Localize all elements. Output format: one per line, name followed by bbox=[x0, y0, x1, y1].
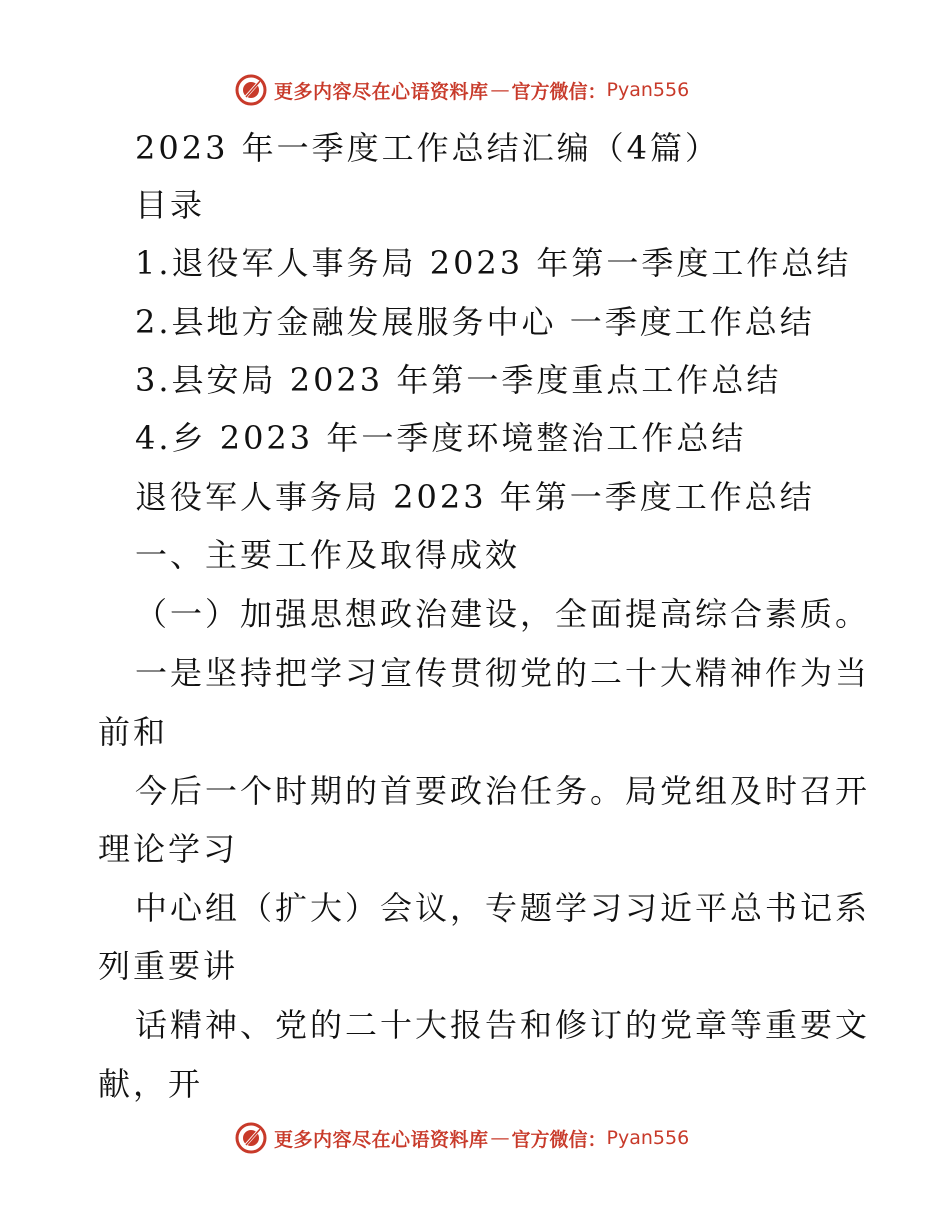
footer-watermark bbox=[0, 1120, 950, 1160]
watermark-official-text: 官方微信： bbox=[511, 80, 607, 103]
paragraph-line: 前和 bbox=[98, 713, 169, 751]
paragraph-line: 今后一个时期的首要政治任务。局党组及时召开 bbox=[135, 772, 871, 810]
section-heading: 一、主要工作及取得成效 bbox=[135, 536, 521, 574]
toc-heading: 目录 bbox=[135, 186, 206, 224]
watermark-wechat-id: Pyan556 bbox=[606, 1127, 690, 1149]
toc-item: 1.退役军人事务局 2023 年第一季度工作总结 bbox=[135, 244, 852, 282]
section-title: 退役军人事务局 2023 年第一季度工作总结 bbox=[135, 478, 815, 516]
toc-item: 4.乡 2023 年一季度环境整治工作总结 bbox=[135, 419, 747, 457]
toc-item: 2.县地方金融发展服务中心 一季度工作总结 bbox=[135, 303, 815, 341]
logo-icon bbox=[234, 73, 268, 107]
watermark-dash: — bbox=[490, 79, 510, 101]
logo-icon bbox=[234, 1121, 268, 1155]
paragraph-line: 献，开 bbox=[98, 1065, 204, 1103]
toc-item: 3.县安局 2023 年第一季度重点工作总结 bbox=[135, 361, 782, 399]
paragraph-line: 话精神、党的二十大报告和修订的党章等重要文 bbox=[135, 1006, 871, 1044]
watermark-site-text: 更多内容尽在心语资料库 bbox=[274, 80, 489, 103]
watermark-wechat-id: Pyan556 bbox=[606, 79, 690, 101]
section-subheading: （一）加强思想政治建设，全面提高综合素质。 bbox=[135, 595, 871, 633]
header-watermark bbox=[0, 72, 950, 112]
paragraph-line: 中心组（扩大）会议，专题学习习近平总书记系 bbox=[135, 889, 871, 927]
watermark-site-text: 更多内容尽在心语资料库 bbox=[274, 1128, 489, 1151]
watermark-dash: — bbox=[490, 1127, 510, 1149]
watermark-official-text: 官方微信： bbox=[511, 1128, 607, 1151]
paragraph-line: 一是坚持把学习宣传贯彻党的二十大精神作为当 bbox=[135, 654, 871, 692]
document-title: 2023 年一季度工作总结汇编（4篇） bbox=[135, 129, 720, 167]
paragraph-line: 理论学习 bbox=[98, 830, 239, 868]
paragraph-line: 列重要讲 bbox=[98, 947, 239, 985]
